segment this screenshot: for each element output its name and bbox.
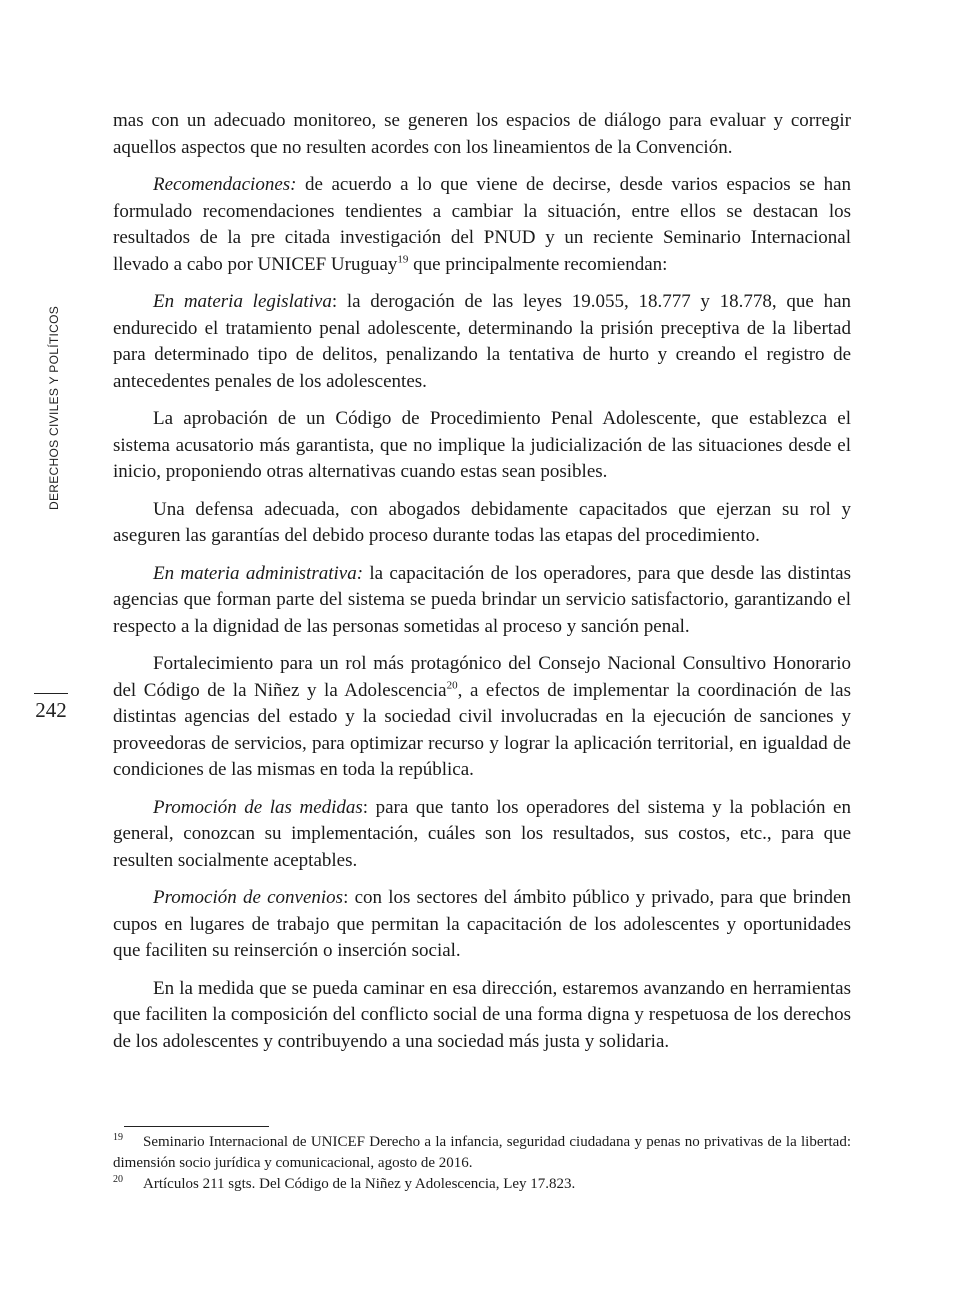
paragraph-text: : la derogación de las leyes 19.055, 18.777 y 18.778, que han endurecido el tratamiento penal adolescente, determinando la prisión preceptiva de la libertad para determinado tipo de delitos, penalizando la tentativa de hurto y creando el registro de antecedentes penales de los adolescentes. [113, 291, 851, 392]
paragraph-tail: que principalmente recomiendan: [408, 253, 668, 275]
paragraph-defensa [113, 497, 851, 550]
footnote-ref: 20 [446, 679, 458, 692]
paragraph-conclusion [113, 976, 851, 1056]
paragraph-lead: En materia administrativa: [153, 562, 364, 584]
footnote: 19 Seminario Internacional de UNICEF Derecho a la infancia, seguridad ciudadana y penas no privativas de la libertad: dimensión socio jurídica y comunicacional, agosto de 2016. [113, 1132, 851, 1171]
paragraph-codigo-procedimiento [113, 406, 851, 486]
paragraph-promocion-convenios [113, 885, 851, 965]
footnote-separator [124, 1126, 269, 1127]
paragraph-recomendaciones [113, 172, 851, 278]
paragraph-lead: Recomendaciones: [153, 174, 297, 195]
page-number-rule [34, 693, 68, 694]
body-text [113, 108, 851, 1066]
paragraph-intro [113, 108, 851, 161]
paragraph-text: de acuerdo a lo que viene de decirse, desde varios espacios se han formulado recomendaciones tendientes a cambiar la situación, entre ellos se destacan los resultados de la pre citada investigación del PNUD y un reciente Seminario Internacional llevado a cabo por UNICEF Uruguay [113, 174, 851, 275]
paragraph-lead: Promoción de las medidas [153, 796, 363, 818]
paragraph-lead: En materia legislativa [153, 291, 332, 312]
paragraph-text: : para que tanto los operadores del sistema y la población en general, conozcan su implementación, cuáles son los resultados, sus costos, etc., para que resulten socialmente aceptables. [113, 796, 851, 871]
section-running-head: DERECHOS CIVILES Y POLÍTICOS [47, 305, 61, 510]
footnote-text: Seminario Internacional de UNICEF Derecho a la infancia, seguridad ciudadana y penas no privativas de la libertad: dimensión socio jurídica y comunicacional, agosto de 2016. [113, 1134, 851, 1171]
footnote-text: Artículos 211 sgts. Del Código de la Niñez y Adolescencia, Ley 17.823. [143, 1176, 576, 1192]
paragraph-text: mas con un adecuado monitoreo, se generen los espacios de diálogo para evaluar y corregir aquellos aspectos que no resulten acordes con los lineamientos de la Convención. [113, 110, 851, 158]
page-number: 242 [35, 698, 67, 722]
footnote-ref: 19 [397, 253, 409, 266]
paragraph-text: : con los sectores del ámbito público y privado, para que brinden cupos en lugares de trabajo que permitan la capacitación de los adolescentes y oportunidades que faciliten su reinserción o inserción social. [113, 887, 851, 961]
paragraph-fortalecimiento [113, 651, 851, 784]
paragraph-text: la capacitación de los operadores, para que desde las distintas agencias que forman parte del sistema se pueda brindar un servicio satisfactorio, garantizando el respecto a la dignidad de las personas sometidas al proceso y sanción penal. [113, 562, 851, 637]
footnotes [113, 1132, 851, 1195]
paragraph-text: La aprobación de un Código de Procedimiento Penal Adolescente, que establezca el sistema acusatorio más garantista, que no implique la judicialización de las situaciones desde el inicio, proponiendo otras alternativas cuando estas sean posibles. [113, 408, 851, 482]
paragraph-administrativa [113, 561, 851, 641]
paragraph-text: Fortalecimiento para un rol más protagónico del Consejo Nacional Consultivo Honorario del Código de la Niñez y la Adolescencia [113, 653, 851, 701]
paragraph-tail: , a efectos de implementar la coordinación de las distintas agencias del estado y la sociedad civil involucradas en la ejecución de sanciones y proveedoras de servicios, para optimizar recurso y lograr la aplicación territorial, en igualdad de condiciones de las mismas en toda la república. [113, 679, 851, 780]
paragraph-text: Una defensa adecuada, con abogados debidamente capacitados que ejerzan su rol y aseguren las garantías del debido proceso durante todas las etapas del procedimiento. [113, 498, 851, 546]
paragraph-lead: Promoción de convenios [153, 887, 344, 908]
paragraph-promocion-medidas [113, 795, 851, 875]
paragraph-legislativa [113, 289, 851, 395]
paragraph-text: En la medida que se pueda caminar en esa dirección, estaremos avanzando en herramientas que faciliten la composición del conflicto social de una forma digna y respetuosa de los derechos de los adolescentes y contribuyendo a una sociedad más justa y solidaria. [113, 977, 851, 1052]
footnote: 20 Artículos 211 sgts. Del Código de la Niñez y Adolescencia, Ley 17.823. [113, 1174, 576, 1192]
